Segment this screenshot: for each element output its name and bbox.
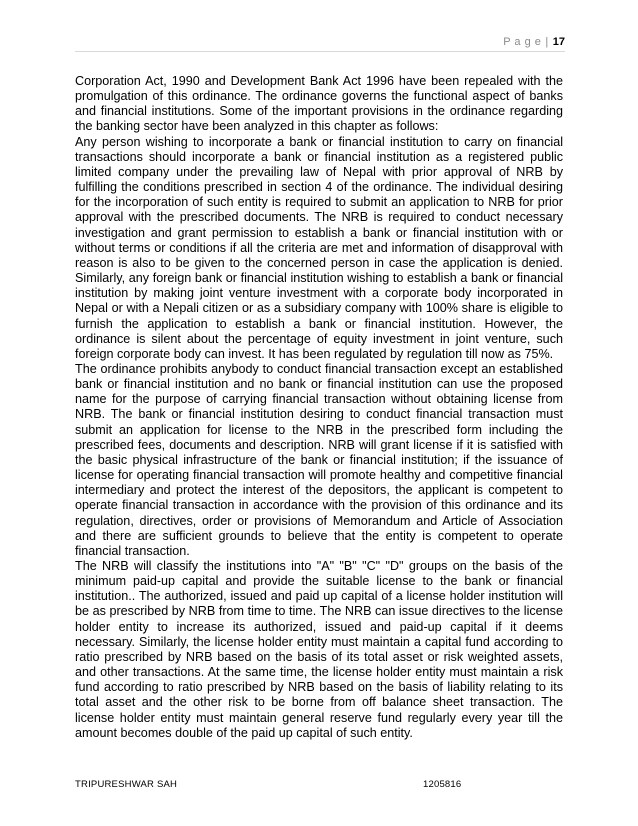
paragraph-repeal-intro: Corporation Act, 1990 and Development Bank Act 1996 have been repealed with the promulgation of this ordinance. The ordinance governs the functional aspect of banks and financial institutions. Some of the important provisions in the ordinance regarding the banking sector have been analyzed in this chapter as follows:	[75, 74, 563, 134]
paragraph-licensing: The ordinance prohibits anybody to conduct financial transaction except an established bank or financial institution and no bank or financial institution can use the proposed name for the purpose of carrying financial transaction without obtaining license from NRB. The bank or financial institution desiring to conduct financial transaction must submit an application for license to the NRB in the prescribed form including the prescribed fees, documents and description. NRB will grant license if it is satisfied with the basic physical infrastructure of the bank or financial institution; if the issuance of license for operating financial transaction will promote healthy and competitive financial intermediary and protect the interest of the depositors, the applicant is competent to operate financial transaction in accordance with the provision of this ordinance and its regulation, directives, order or provisions of Memorandum and Article of Association and there are sufficient grounds to believe that the entity is competent to operate financial transaction.	[75, 361, 563, 558]
page-header	[503, 36, 565, 48]
paragraph-incorporation: Any person wishing to incorporate a bank or financial institution to carry on financial transactions should incorporate a bank or financial institution as a registered public limited company under the prevailing law of Nepal with prior approval of NRB by fulfilling the conditions prescribed in section 4 of the ordinance. The individual desiring for the incorporation of such entity is required to submit an application to NRB for prior approval with the prescribed documents. The NRB is required to conduct necessary investigation and grant permission to establish a bank or financial institution with or without terms or conditions if all the criteria are met and information of disapproval with reason is also to be given to the concerned person in case the application is denied. Similarly, any foreign bank or financial institution wishing to establish a bank or financial institution by making joint venture investment with a corporate body incorporated in Nepal or with a Nepali citizen or as a subsidiary company with 100% share is eligible to furnish the application to establish a bank or financial institution. However, the ordinance is silent about the percentage of equity investment in joint venture, such foreign corporate body can invest. It has been regulated by regulation till now as 75%.	[75, 134, 563, 361]
footer-roll-number: 1205816	[423, 779, 462, 790]
page-separator: |	[545, 36, 549, 48]
document-body	[75, 74, 563, 741]
page-label: P a g e	[503, 36, 542, 48]
footer-author: TRIPURESHWAR SAH	[75, 779, 178, 790]
paragraph-classification: The NRB will classify the institutions into "A" "B" "C" "D" groups on the basis of the minimum paid-up capital and provide the suitable license to the bank or financial institution.. The authorized, issued and paid up capital of a license holder institution will be as prescribed by NRB from time to time. The NRB can issue directives to the license holder entity to increase its authorized, issued and paid-up capital if it deems necessary. Similarly, the license holder entity must maintain a capital fund according to ratio prescribed by NRB based on the basis of its total asset or risk weighted assets, and other transactions. At the same time, the license holder entity must maintain a risk fund according to ratio prescribed by NRB based on the basis of liability relating to its total asset and the other risk to be borne from off balance sheet transaction. The license holder entity must maintain general reserve fund regularly every year till the amount becomes double of the paid up capital of such entity.	[75, 559, 563, 740]
page-number: 17	[552, 36, 565, 48]
header-divider	[75, 51, 565, 52]
